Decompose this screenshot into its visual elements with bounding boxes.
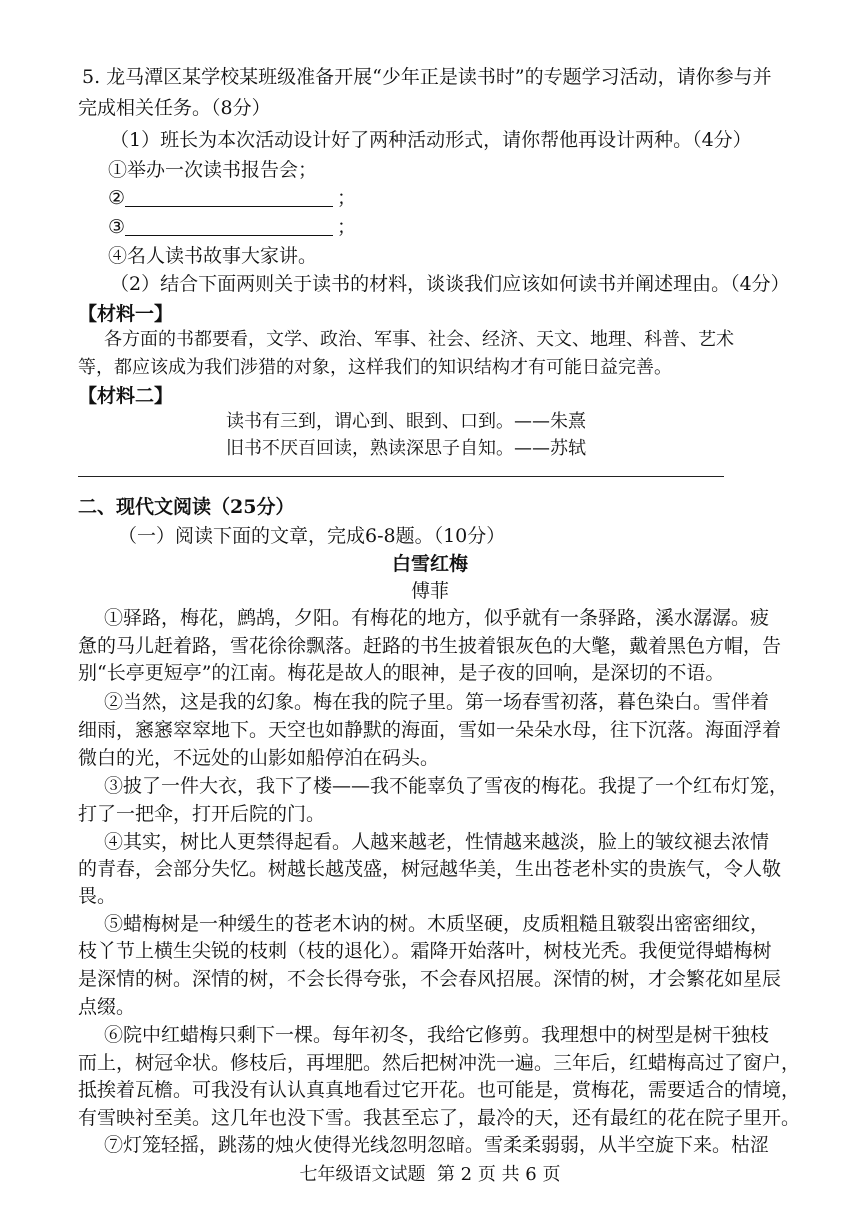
article-title: 白雪红梅 (391, 553, 468, 575)
article-line: ④其实，树比人更禁得起看。人越来越老，性情越来越淡，脸上的皱纹褪去浓情 (104, 831, 770, 853)
quote-sushi: 旧书不厌百回读，熟读深思子自知。——苏轼 (226, 438, 586, 459)
material1-label: 【材料一】 (78, 303, 174, 325)
q5-sub1: （1）班长为本次活动设计好了两种活动形式，请你帮他再设计两种。（4分） (110, 129, 752, 151)
q5-item3 (108, 214, 356, 240)
article-line: 枝丫节上横生尖锐的枝刺（枝的退化）。霜降开始落叶，树枝光秃。我便觉得蜡梅树 (78, 940, 772, 962)
section2-heading: 二、现代文阅读（25分） (78, 496, 295, 518)
article-line: ⑥院中红蜡梅只剩下一棵。每年初冬，我给它修剪。我理想中的树型是树干独枝 (104, 1024, 770, 1046)
article-line: ⑤蜡梅树是一种缓生的苍老木讷的树。木质坚硬，皮质粗糙且皲裂出密密细纹， (104, 913, 770, 935)
page-footer: 七年级语文试题 第 2 页 共 6 页 (299, 1164, 561, 1185)
material2-label: 【材料二】 (78, 385, 174, 407)
article-line: 打了一把伞，打开后院的门。 (78, 803, 326, 825)
q5-item2 (108, 185, 356, 211)
article-line: 点缀。 (78, 996, 136, 1018)
article-line: 畏。 (78, 885, 117, 907)
item2-end: ； (337, 187, 357, 209)
article-line: 是深情的树。深情的树，不会长得夸张，不会春风招展。深情的树，才会繁花如星辰 (78, 968, 782, 990)
article-line: ②当然，这是我的幻象。梅在我的院子里。第一场春雪初落，暮色染白。雪伴着 (104, 691, 770, 713)
section2-part1: （一）阅读下面的文章，完成6-8题。（10分） (118, 525, 506, 547)
article-line: 的青春，会部分失忆。树越长越茂盛，树冠越华美，生出苍老朴实的贵族气，令人敬 (78, 858, 782, 880)
q5-line2: 完成相关任务。（8分） (78, 97, 271, 119)
article-line: ⑦灯笼轻摇，跳荡的烛火使得光线忽明忽暗。雪柔柔弱弱，从半空旋下来。枯涩 (104, 1134, 770, 1156)
quote-zhuxi: 读书有三到，谓心到、眼到、口到。——朱熹 (226, 411, 586, 432)
q5-sub2: （2）结合下面两则关于读书的材料，谈谈我们应该如何读书并阐述理由。（4分） (110, 273, 790, 295)
answer-blank-3[interactable] (125, 217, 333, 236)
item2-number: ② (108, 187, 126, 209)
answer-blank-2[interactable] (125, 188, 333, 207)
article-line: 惫的马儿赶着路，雪花徐徐飘落。赶路的书生披着银灰色的大氅，戴着黑色方帽，告 (78, 635, 782, 657)
article-line: 细雨，窸窸窣窣地下。天空也如静默的海面，雪如一朵朵水母，往下沉落。海面浮着 (78, 719, 782, 741)
q5-item4: ④名人读书故事大家讲。 (108, 245, 318, 267)
article-line: 抵挨着瓦檐。可我没有认认真真地看过它开花。也可能是，赏梅花，需要适合的情境， (78, 1079, 801, 1101)
item3-number: ③ (108, 216, 126, 238)
article-line: 有雪映衬至美。这几年也没下雪。我甚至忘了，最冷的天，还有最红的花在院子里开。 (78, 1107, 801, 1129)
section-divider (78, 476, 724, 477)
article-line: 别“长亭更短亭”的江南。梅花是故人的眼神，是子夜的回响，是深切的不语。 (78, 662, 725, 684)
article-line: 而上，树冠伞状。修枝后，再埋肥。然后把树冲洗一遍。三年后，红蜡梅高过了窗户， (78, 1052, 801, 1074)
material1-line2: 等，都应该成为我们涉猎的对象，这样我们的知识结构才有可能日益完善。 (78, 357, 672, 378)
q5-line1: 5. 龙马潭区某学校某班级准备开展“少年正是读书时”的专题学习活动，请你参与并 (82, 66, 772, 88)
article-line: ③披了一件大衣，我下了楼——我不能辜负了雪夜的梅花。我提了一个红布灯笼， (104, 775, 789, 797)
article-line: ①驿路，梅花，鹧鸪，夕阳。有梅花的地方，似乎就有一条驿路，溪水潺潺。疲 (104, 607, 770, 629)
material1-line1: 各方面的书都要看，文学、政治、军事、社会、经济、天文、地理、科普、艺术 (104, 329, 734, 350)
q5-item1: ①举办一次读书报告会； (108, 159, 318, 181)
article-line: 微白的光，不远处的山影如船停泊在码头。 (78, 747, 440, 769)
article-author: 傅菲 (410, 580, 449, 602)
item3-end: ； (337, 216, 357, 238)
